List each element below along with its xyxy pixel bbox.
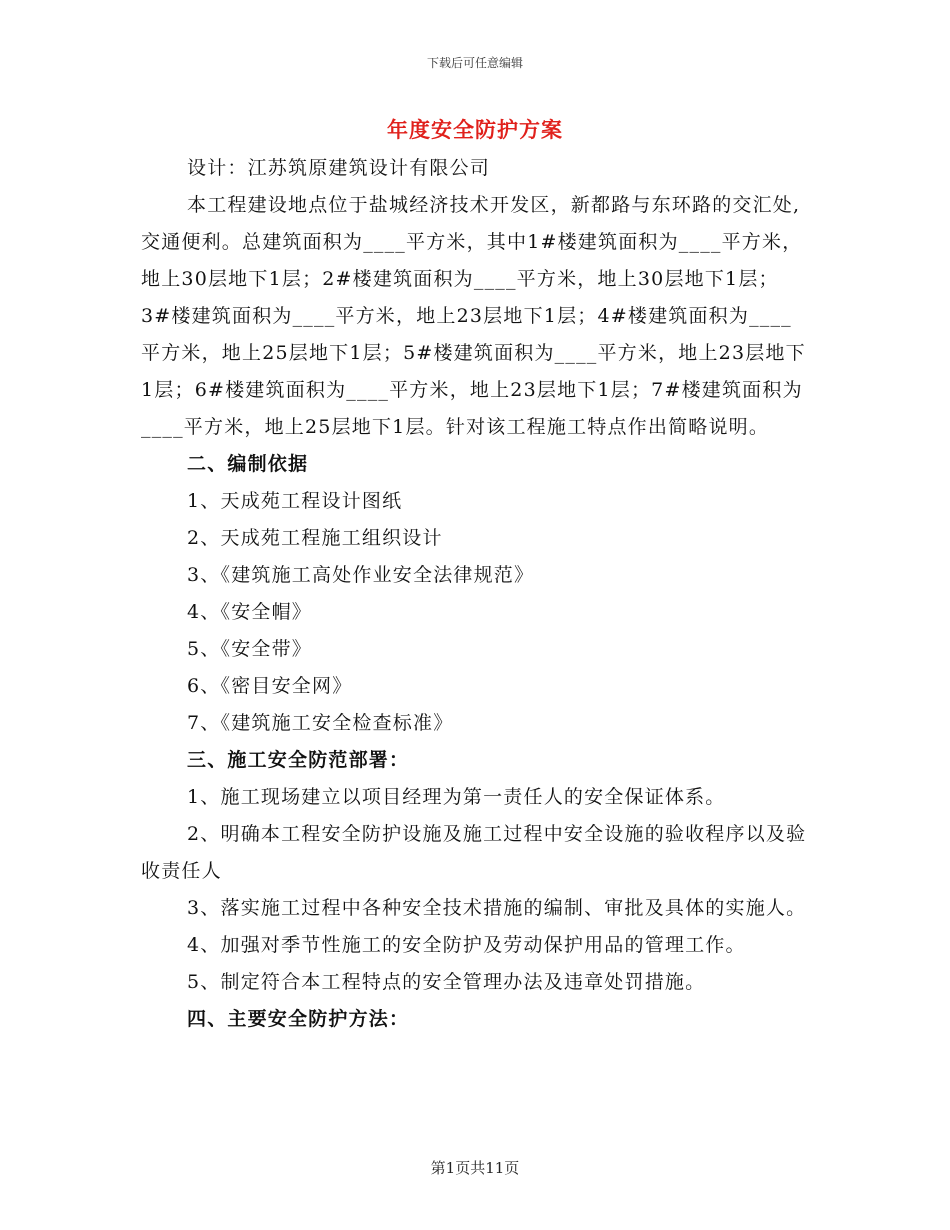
section-3-item: 5、制定符合本工程特点的安全管理办法及违章处罚措施。 — [187, 971, 706, 993]
page-number: 第1页共11页 — [430, 1159, 520, 1177]
section-2-item: 7、《建筑施工安全检查标准》 — [187, 712, 454, 734]
section-4-heading: 四、主要安全防护方法： — [187, 1008, 410, 1030]
section-3-item: 1、施工现场建立以项目经理为第一责任人的安全保证体系。 — [187, 786, 726, 808]
section-2-item: 5、《安全带》 — [187, 638, 312, 660]
section-2-item: 1、天成苑工程设计图纸 — [187, 490, 403, 512]
section-2-item: 2、天成苑工程施工组织设计 — [187, 527, 443, 549]
section-3-item: 3、落实施工过程中各种安全技术措施的编制、审批及具体的实施人。 — [187, 897, 807, 919]
header-note: 下载后可任意编辑 — [426, 56, 523, 70]
section-3-item: 4、加强对季节性施工的安全防护及劳动保护用品的管理工作。 — [187, 934, 746, 956]
section-3-heading: 三、施工安全防范部署： — [187, 749, 410, 771]
intro-paragraph: 本工程建设地点位于盐城经济技术开发区，新都路与东环路的交汇处,交通便利。总建筑面积为____平方米，其中1#楼建筑面积为____平方米，地上30层地下1层；2#楼建筑面积为____平方米，地上30层地下1层；3#楼建筑面积为____平方米，地上23层地下1层；4#楼建筑面积为____平方米，地上25层地下1层；5#楼建筑面积为____平方米，地上23层地下1层；6#楼建筑面积为____平方米，地上23层地下1层；7#楼建筑面积为____平方米，地上25层地下1层。针对该工程施工特点作出简略说明。 — [141, 194, 806, 438]
designer-line: 设计：江苏筑原建筑设计有限公司 — [187, 157, 491, 179]
section-2-heading: 二、编制依据 — [187, 453, 309, 475]
document-body — [141, 150, 809, 1038]
section-2-item: 4、《安全帽》 — [187, 601, 312, 623]
section-2-item: 3、《建筑施工高处作业安全法律规范》 — [187, 564, 535, 586]
document-title: 年度安全防护方案 — [387, 117, 563, 142]
section-3-item: 2、明确本工程安全防护设施及施工过程中安全设施的验收程序以及验收责任人 — [141, 823, 807, 882]
section-2-item: 6、《密目安全网》 — [187, 675, 353, 697]
